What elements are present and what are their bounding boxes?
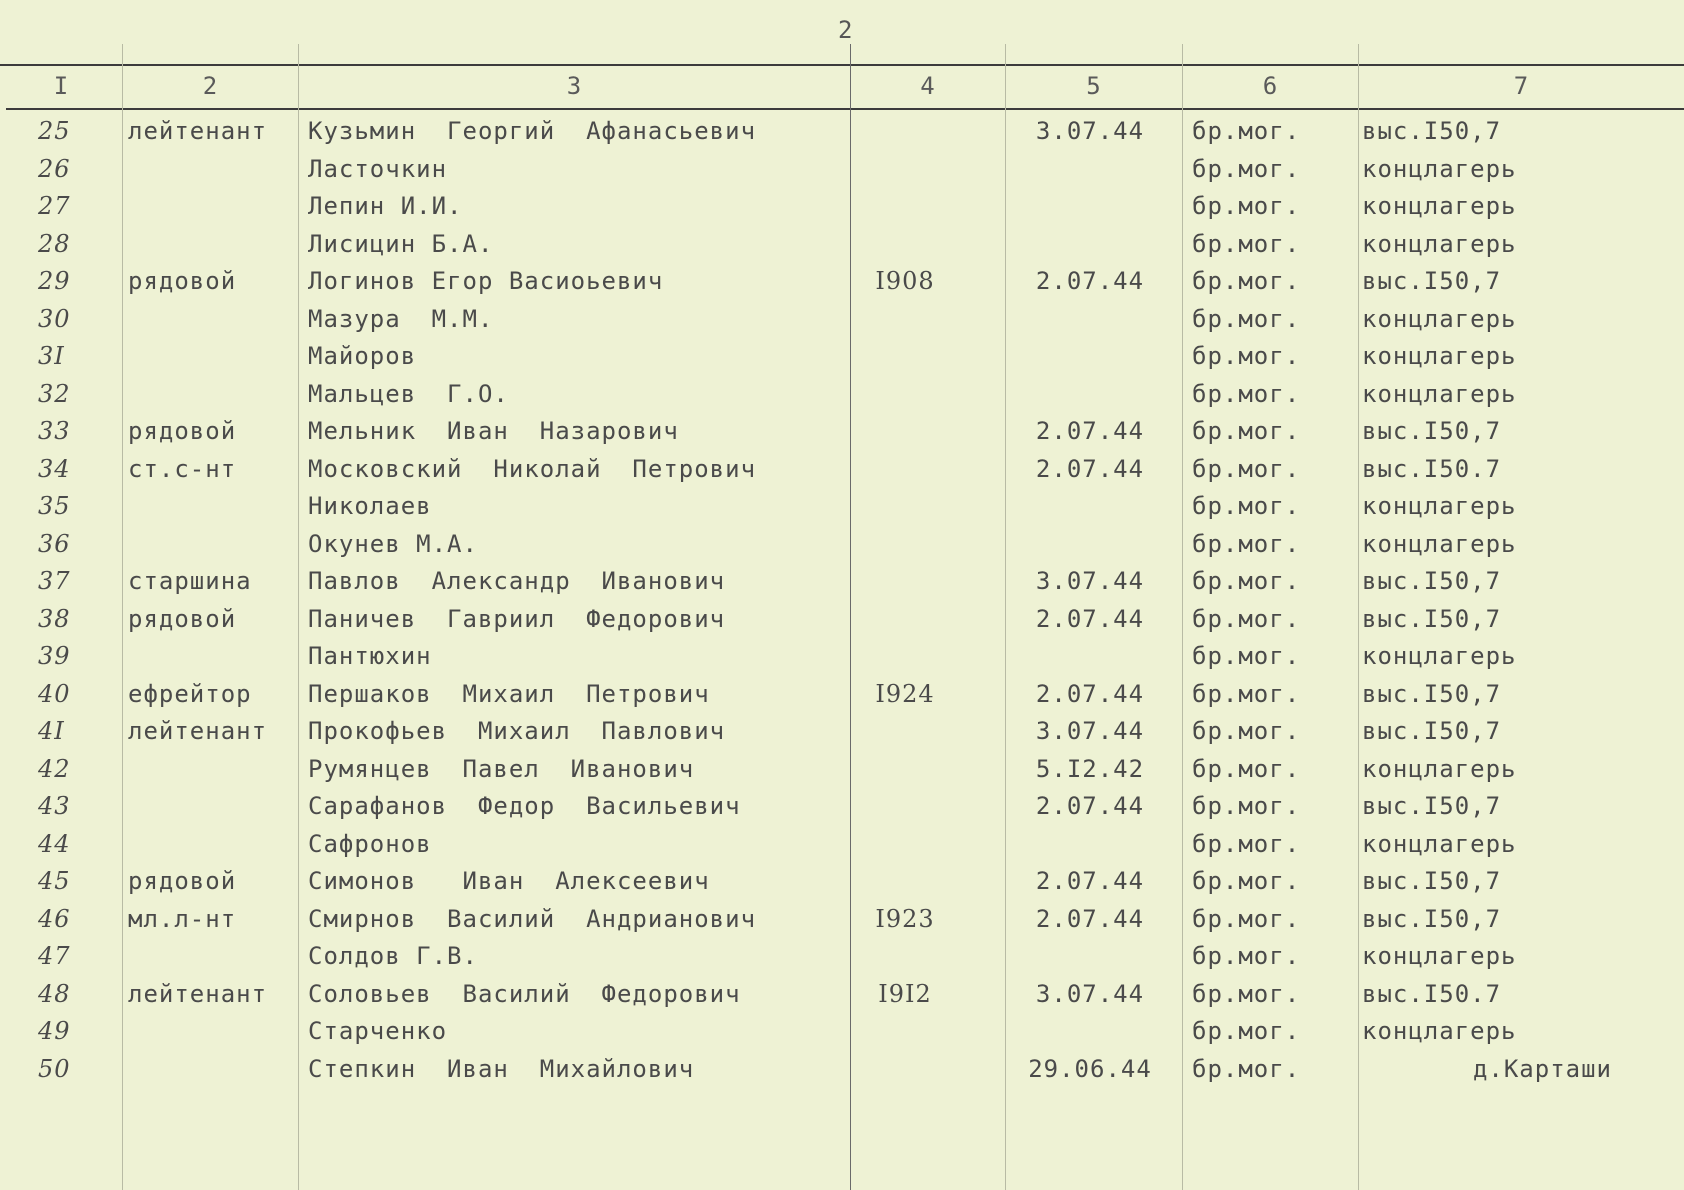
burial-type-cell: бр.мог. [1192, 642, 1301, 670]
table-row [0, 188, 1684, 225]
table-row [0, 488, 1684, 525]
burial-type-cell: бр.мог. [1192, 530, 1301, 558]
death-date-cell: 2.07.44 [1035, 455, 1145, 483]
row-number: 36 [38, 530, 71, 558]
burial-type-cell: бр.мог. [1192, 117, 1301, 145]
burial-place-cell: концлагерь [1362, 1017, 1517, 1045]
burial-place-cell: выс.I50,7 [1362, 680, 1502, 708]
table-row [0, 1051, 1684, 1088]
column-header: 7 [1513, 72, 1529, 100]
row-number: 39 [38, 642, 71, 670]
name-cell: Логинов Егор Васиоьевич [308, 267, 664, 295]
burial-place-cell: выс.I50,7 [1362, 792, 1502, 820]
name-cell: Кузьмин Георгий Афанасьевич [308, 117, 757, 145]
death-date-cell: 5.I2.42 [1035, 755, 1145, 783]
rank-cell: рядовой [128, 605, 237, 633]
table-row [0, 563, 1684, 600]
table-row [0, 826, 1684, 863]
row-number: 30 [38, 305, 71, 333]
death-date-cell: 3.07.44 [1035, 117, 1145, 145]
birth-year-cell: I923 [875, 905, 935, 933]
birth-year-cell: I908 [875, 267, 935, 295]
death-date-cell: 2.07.44 [1035, 417, 1145, 445]
burial-place-cell: выс.I50.7 [1362, 455, 1502, 483]
table-row [0, 263, 1684, 300]
table-row [0, 901, 1684, 938]
burial-type-cell: бр.мог. [1192, 267, 1301, 295]
table-row [0, 301, 1684, 338]
row-number: 35 [38, 492, 71, 520]
row-number: 44 [38, 830, 71, 858]
table-row [0, 938, 1684, 975]
table-row [0, 526, 1684, 563]
row-number: 28 [38, 230, 71, 258]
name-cell: Паничев Гавриил Федорович [308, 605, 726, 633]
death-date-cell: 3.07.44 [1035, 567, 1145, 595]
column-header: 5 [1086, 72, 1101, 100]
burial-type-cell: бр.мог. [1192, 492, 1301, 520]
name-cell: Ласточкин [308, 155, 448, 183]
name-cell: Пантюхин [308, 642, 432, 670]
burial-place-cell: выс.I50,7 [1362, 267, 1502, 295]
name-cell: Сафронов [308, 830, 432, 858]
row-number: 4I [38, 717, 65, 745]
column-header: I [53, 72, 69, 100]
burial-place-cell: выс.I50,7 [1362, 905, 1502, 933]
table-row [0, 788, 1684, 825]
burial-type-cell: бр.мог. [1192, 980, 1301, 1008]
name-cell: Мазура М.М. [308, 305, 494, 333]
row-number: 45 [38, 867, 71, 895]
table-row [0, 226, 1684, 263]
row-number: 26 [38, 155, 71, 183]
name-cell: Старченко [308, 1017, 448, 1045]
burial-place-cell: выс.I50,7 [1362, 417, 1502, 445]
name-cell: Мальцев Г.О. [308, 380, 509, 408]
burial-type-cell: бр.мог. [1192, 942, 1301, 970]
death-date-cell: 3.07.44 [1035, 980, 1145, 1008]
rank-cell: лейтенант [128, 117, 268, 145]
name-cell: Прокофьев Михаил Павлович [308, 717, 726, 745]
table-row [0, 676, 1684, 713]
name-cell: Симонов Иван Алексеевич [308, 867, 710, 895]
row-number: 40 [38, 680, 71, 708]
row-number: 34 [38, 455, 71, 483]
name-cell: Лепин И.И. [308, 192, 463, 220]
burial-type-cell: бр.мог. [1192, 1017, 1301, 1045]
burial-place-cell: выс.I50,7 [1362, 867, 1502, 895]
burial-place-cell: концлагерь [1362, 230, 1517, 258]
burial-place-cell: концлагерь [1362, 380, 1517, 408]
table-row [0, 113, 1684, 150]
death-date-cell: 29.06.44 [1028, 1055, 1152, 1083]
page-number: 2 [838, 16, 853, 44]
burial-type-cell: бр.мог. [1192, 230, 1301, 258]
row-number: 43 [38, 792, 71, 820]
table-row [0, 638, 1684, 675]
burial-type-cell: бр.мог. [1192, 830, 1301, 858]
table-row [0, 751, 1684, 788]
table-row [0, 376, 1684, 413]
burial-place-cell: выс.I50,7 [1362, 717, 1502, 745]
burial-place-cell: выс.I50.7 [1362, 980, 1502, 1008]
burial-place-cell: концлагерь [1362, 155, 1517, 183]
burial-place-cell: концлагерь [1362, 192, 1517, 220]
table-row [0, 1013, 1684, 1050]
name-cell: Першаков Михаил Петрович [308, 680, 710, 708]
rank-cell: рядовой [128, 267, 237, 295]
burial-place-cell: концлагерь [1362, 755, 1517, 783]
death-date-cell: 2.07.44 [1035, 605, 1145, 633]
row-number: 37 [38, 567, 71, 595]
burial-type-cell: бр.мог. [1192, 417, 1301, 445]
burial-place-cell: концлагерь [1362, 642, 1517, 670]
row-number: 3I [38, 342, 65, 370]
name-cell: Окунев М.А. [308, 530, 478, 558]
name-cell: Солдов Г.В. [308, 942, 478, 970]
name-cell: Степкин Иван Михайлович [308, 1055, 695, 1083]
death-date-cell: 2.07.44 [1035, 680, 1145, 708]
burial-type-cell: бр.мог. [1192, 867, 1301, 895]
name-cell: Соловьев Василий Федорович [308, 980, 741, 1008]
row-number: 38 [38, 605, 71, 633]
table-row [0, 451, 1684, 488]
rank-cell: ефрейтор [128, 680, 252, 708]
burial-type-cell: бр.мог. [1192, 755, 1301, 783]
rank-cell: рядовой [128, 417, 237, 445]
table-row [0, 976, 1684, 1013]
name-cell: Лисицин Б.А. [308, 230, 494, 258]
burial-type-cell: бр.мог. [1192, 192, 1301, 220]
burial-place-cell: концлагерь [1362, 492, 1517, 520]
death-date-cell: 2.07.44 [1035, 905, 1145, 933]
rank-cell: ст.с-нт [128, 455, 237, 483]
rank-cell: мл.л-нт [128, 905, 237, 933]
burial-type-cell: бр.мог. [1192, 792, 1301, 820]
burial-type-cell: бр.мог. [1192, 380, 1301, 408]
burial-type-cell: бр.мог. [1192, 342, 1301, 370]
burial-place-cell: концлагерь [1362, 942, 1517, 970]
rank-cell: старшина [128, 567, 252, 595]
name-cell: Мельник Иван Назарович [308, 417, 679, 445]
burial-place-cell: концлагерь [1362, 342, 1517, 370]
burial-place-cell: д.Карташи [1472, 1055, 1612, 1083]
table-row [0, 413, 1684, 450]
header-bottom-rule [6, 108, 1684, 110]
row-number: 29 [38, 267, 71, 295]
name-cell: Румянцев Павел Иванович [308, 755, 695, 783]
burial-type-cell: бр.мог. [1192, 1055, 1301, 1083]
table-row [0, 713, 1684, 750]
death-date-cell: 3.07.44 [1035, 717, 1145, 745]
burial-place-cell: концлагерь [1362, 530, 1517, 558]
row-number: 49 [38, 1017, 71, 1045]
death-date-cell: 2.07.44 [1035, 867, 1145, 895]
burial-place-cell: выс.I50,7 [1362, 567, 1502, 595]
rank-cell: лейтенант [128, 980, 268, 1008]
burial-type-cell: бр.мог. [1192, 155, 1301, 183]
row-number: 42 [38, 755, 71, 783]
row-number: 47 [38, 942, 71, 970]
burial-type-cell: бр.мог. [1192, 905, 1301, 933]
death-date-cell: 2.07.44 [1035, 792, 1145, 820]
burial-place-cell: концлагерь [1362, 830, 1517, 858]
row-number: 33 [38, 417, 71, 445]
burial-type-cell: бр.мог. [1192, 455, 1301, 483]
name-cell: Николаев [308, 492, 432, 520]
table-row [0, 863, 1684, 900]
burial-type-cell: бр.мог. [1192, 717, 1301, 745]
table-row [0, 151, 1684, 188]
column-header: 6 [1262, 72, 1278, 100]
table-row [0, 601, 1684, 638]
burial-place-cell: концлагерь [1362, 305, 1517, 333]
rank-cell: рядовой [128, 867, 237, 895]
column-header: 2 [202, 72, 218, 100]
burial-place-cell: выс.I50,7 [1362, 117, 1502, 145]
row-number: 48 [38, 980, 71, 1008]
rank-cell: лейтенант [128, 717, 268, 745]
table-row [0, 338, 1684, 375]
birth-year-cell: I924 [875, 680, 935, 708]
row-number: 27 [38, 192, 71, 220]
name-cell: Смирнов Василий Андрианович [308, 905, 757, 933]
row-number: 32 [38, 380, 71, 408]
burial-place-cell: выс.I50,7 [1362, 605, 1502, 633]
burial-type-cell: бр.мог. [1192, 305, 1301, 333]
row-number: 50 [38, 1055, 71, 1083]
birth-year-cell: I9I2 [878, 980, 932, 1008]
burial-type-cell: бр.мог. [1192, 605, 1301, 633]
name-cell: Павлов Александр Иванович [308, 567, 726, 595]
name-cell: Московский Николай Петрович [308, 455, 757, 483]
burial-type-cell: бр.мог. [1192, 567, 1301, 595]
row-number: 25 [38, 117, 71, 145]
name-cell: Сарафанов Федор Васильевич [308, 792, 741, 820]
name-cell: Майоров [308, 342, 417, 370]
death-date-cell: 2.07.44 [1035, 267, 1145, 295]
column-header: 4 [920, 72, 935, 100]
row-number: 46 [38, 905, 71, 933]
column-header: 3 [566, 72, 582, 100]
burial-type-cell: бр.мог. [1192, 680, 1301, 708]
